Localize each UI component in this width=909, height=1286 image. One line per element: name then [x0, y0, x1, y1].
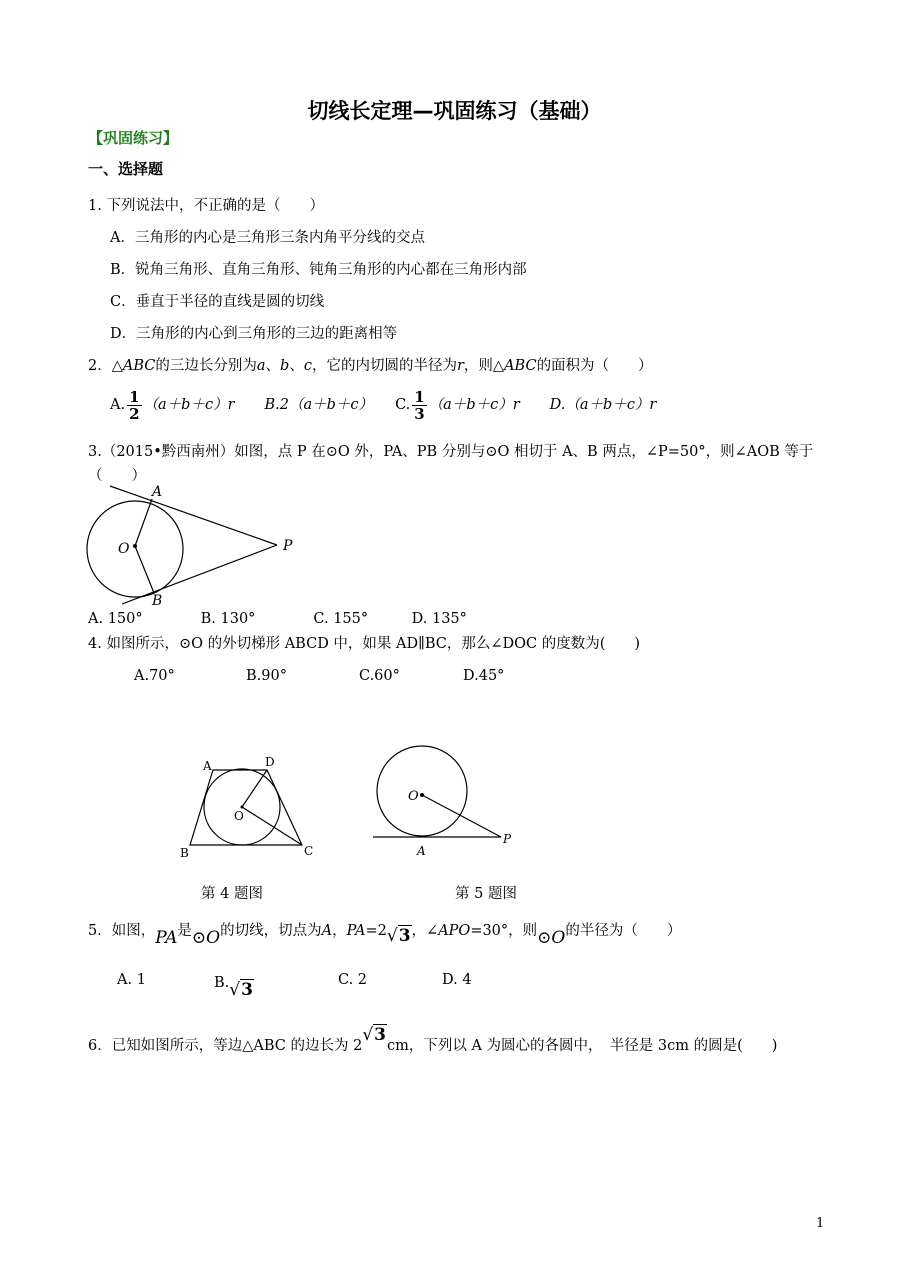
- q3-label-b: B: [152, 593, 163, 608]
- q2-option-d: D.（a＋b＋c）r: [549, 397, 657, 413]
- q3-figure: [80, 478, 310, 608]
- q5-label-a: A: [417, 844, 426, 858]
- q3-tangent-pa: [110, 486, 277, 545]
- q2-option-b: B.2（a＋b＋c）: [264, 397, 374, 413]
- sqrt-three: √3: [229, 980, 253, 1000]
- q4-label-c: C: [304, 844, 314, 858]
- q4-label-d: D: [265, 755, 275, 769]
- q5-option-b: B.√3: [214, 975, 253, 1000]
- page-number: 1: [816, 1216, 825, 1231]
- q4-label-b: B: [180, 846, 189, 860]
- q2-options: [110, 386, 656, 424]
- q2-option-c: C. $\frac{1}{3}$ （a＋b＋c）r: [395, 387, 520, 423]
- q1-option-a: A．三角形的内心是三角形三条内角平分线的交点: [110, 230, 425, 246]
- q1-option-c: C．垂直于半径的直线是圆的切线: [110, 294, 325, 310]
- q3-radius-oa: [135, 499, 152, 546]
- q3-label-a: A: [152, 484, 163, 500]
- page-title: 切线长定理—巩固练习（基础）: [307, 99, 602, 123]
- q5-option-d: D. 4: [442, 972, 472, 988]
- q3-label-p: P: [283, 538, 293, 554]
- q3-stem-answer: （ ）: [88, 468, 146, 484]
- q3-options: A. 150° B. 130° C. 155° D. 135°: [88, 611, 467, 627]
- q1-option-b: B．锐角三角形、直角三角形、钝角三角形的内心都在三角形内部: [110, 262, 527, 278]
- q3-radius-ob: [135, 546, 154, 593]
- fraction-one-half: $\frac{1}{2}$: [129, 387, 140, 423]
- q5-caption: 第 5 题图: [455, 886, 517, 902]
- q6-stem: 6．已知如图所示，等边△ABC 的边长为 2√3cm，下列以 A 为圆心的各圆中， 半径是 3cm 的圆是( ): [88, 1030, 777, 1061]
- q4-label-a: A: [203, 759, 212, 773]
- q5-center-dot: [420, 793, 424, 797]
- q1-stem: 1. 下列说法中，不正确的是（ ）: [88, 198, 324, 214]
- q2-option-a: A. $\frac{1}{2}$ （a＋b＋c）r: [110, 387, 235, 423]
- q5-segment-op: [422, 795, 501, 837]
- q4-option-c: C.60°: [359, 668, 400, 684]
- q2-stem: 2．△ABC的三边长分别为a、b、c，它的内切圆的半径为r，则△ABC的面积为（ ）: [88, 358, 653, 374]
- section-tag: 【巩固练习】: [88, 129, 179, 147]
- q5-figure: [370, 745, 520, 860]
- q3-center-dot: [133, 544, 137, 548]
- q3-circle: [87, 501, 183, 597]
- q3-stem: 3.（2015•黔西南州）如图，点 P 在⊙O 外，PA、PB 分别与⊙O 相切于 A、B 两点，∠P=50°，则∠AOB 等于: [88, 444, 814, 460]
- q4-figure: [175, 752, 325, 862]
- sqrt-three: √3: [386, 926, 411, 946]
- q4-stem: 4. 如图所示，⊙O 的外切梯形 ABCD 中，如果 AD∥BC，那么∠DOC 的度数为( ): [88, 636, 641, 652]
- section-heading: 一、选择题: [88, 160, 164, 178]
- q4-option-a: A.70°: [134, 668, 175, 684]
- q4-caption: 第 4 题图: [201, 886, 263, 902]
- q5-option-c: C. 2: [338, 972, 368, 988]
- q5-circle: [377, 746, 467, 836]
- q4-option-d: D.45°: [463, 668, 505, 684]
- fraction-one-third: $\frac{1}{3}$: [414, 387, 425, 423]
- sqrt-three: √3: [362, 1025, 386, 1045]
- q5-option-a: A. 1: [117, 972, 146, 988]
- q3-label-o: O: [118, 541, 130, 557]
- q3-tangent-pb: [122, 545, 277, 604]
- q4-segment-od: [242, 770, 267, 807]
- q4-option-b: B.90°: [246, 668, 287, 684]
- q5-label-p: P: [503, 832, 512, 846]
- q4-label-o: O: [234, 809, 244, 823]
- q5-stem: 5．如图，PA是⊙O的切线，切点为A，PA=2√3，∠APO=30°，则⊙O的半径为（ ）: [88, 912, 681, 949]
- q5-label-o: O: [408, 789, 419, 804]
- q1-option-d: D．三角形的内心到三角形的三边的距离相等: [110, 326, 398, 342]
